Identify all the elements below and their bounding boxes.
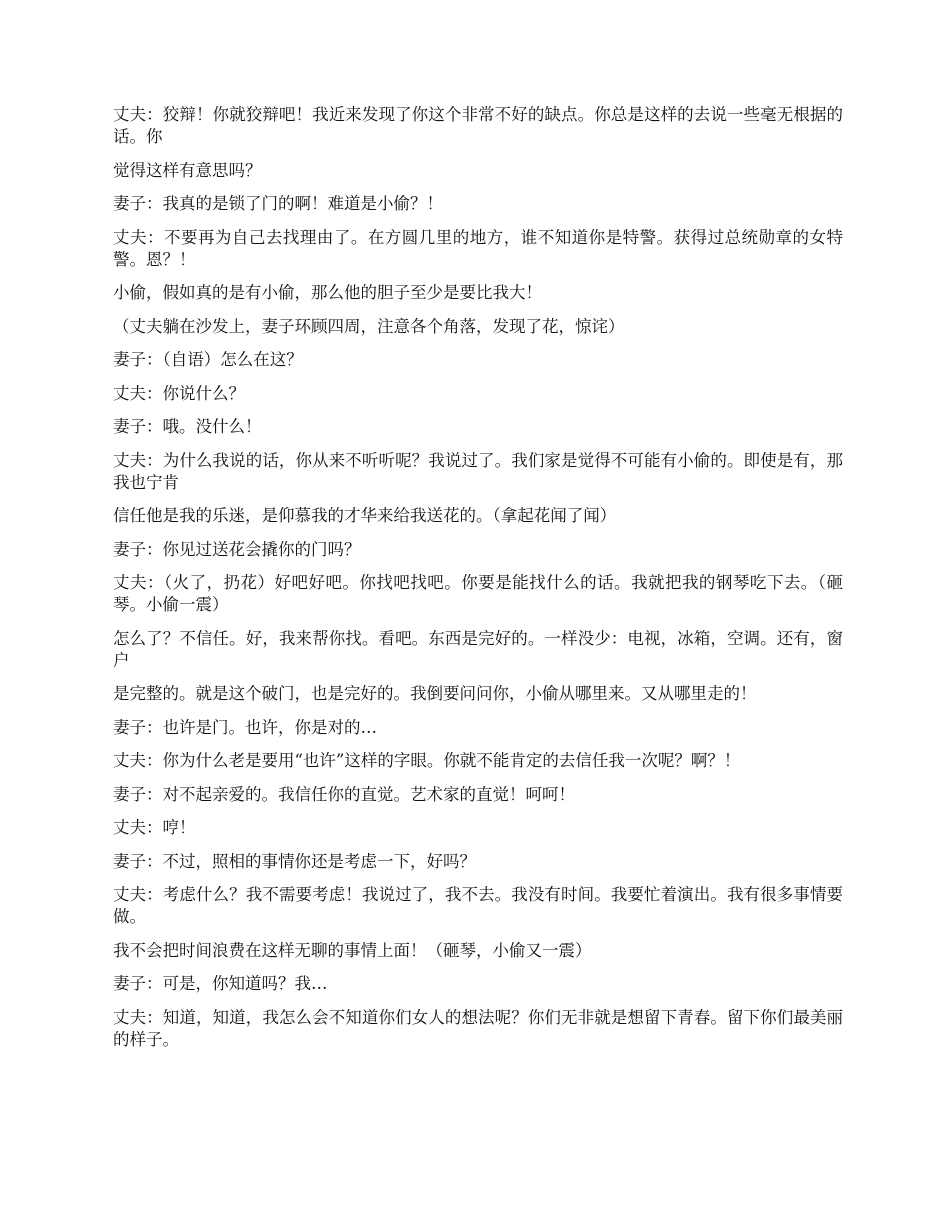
- paragraph: 妻子：哦。没什么！: [113, 417, 262, 436]
- paragraph: 妻子：对不起亲爱的。我信任你的直觉。艺术家的直觉！呵呵！: [113, 784, 575, 804]
- paragraph: 怎么了？不信任。好，我来帮你找。看吧。东西是完好的。一样没少：电视，冰箱，空调。还有，窗户: [113, 628, 843, 670]
- paragraph: 信任他是我的乐迷，是仰慕我的才华来给我送花的。（拿起花闻了闻）: [113, 506, 617, 525]
- paragraph: 妻子：（自语）怎么在这？: [113, 350, 303, 369]
- paragraph: 丈夫：不要再为自己去找理由了。在方圆几里的地方，谁不知道你是特警。获得过总统勋章的女特警。恩？！: [113, 227, 843, 269]
- paragraph: 丈夫：知道，知道，我怎么会不知道你们女人的想法呢？你们无非就是想留下青春。留下你们最美丽的样子。: [113, 1007, 843, 1049]
- paragraph: 丈夫：考虑什么？我不需要考虑！我说过了，我不去。我没有时间。我要忙着演出。我有很多事情要做。: [113, 885, 843, 926]
- paragraph: 丈夫：你为什么老是要用“也许”这样的字眼。你就不能肯定的去信任我一次呢？啊？！: [113, 751, 741, 770]
- paragraph: （丈夫躺在沙发上，妻子环顾四周，注意各个角落，发现了花，惊诧）: [113, 316, 625, 336]
- paragraph: 妻子：不过，照相的事情你还是考虑一下，好吗？: [113, 851, 476, 871]
- paragraph: 觉得这样有意思吗？: [113, 160, 262, 180]
- paragraph: 小偷，假如真的是有小偷，那么他的胆子至少是要比我大！: [113, 283, 542, 302]
- paragraph: 妻子：可是，你知道吗？我…: [113, 974, 328, 993]
- paragraph: 丈夫：狡辩！你就狡辩吧！我近来发现了你这个非常不好的缺点。你总是这样的去说一些毫无根据的话。你: [113, 105, 843, 146]
- paragraph: 是完整的。就是这个破门，也是完好的。我倒要问问你，小偷从哪里来。又从哪里走的！: [113, 684, 757, 703]
- paragraph: 妻子：也许是门。也许，你是对的…: [113, 717, 377, 737]
- paragraph: 妻子：你见过送花会撬你的门吗？: [113, 539, 361, 559]
- paragraph: 妻子：我真的是锁了门的啊！难道是小偷？！: [113, 194, 443, 213]
- paragraph: 我不会把时间浪费在这样无聊的事情上面！（砸琴，小偷又一震）: [113, 940, 592, 960]
- paragraph: 丈夫：为什么我说的话，你从来不听听呢？我说过了。我们家是觉得不可能有小偷的。即使是有，那我也宁肯: [113, 450, 843, 492]
- document-page: [113, 104, 843, 1062]
- paragraph: 丈夫：你说什么？: [113, 383, 245, 403]
- paragraph: 丈夫：哼！: [113, 818, 196, 837]
- paragraph: 丈夫：（火了，扔花）好吧好吧。你找吧找吧。你要是能找什么的话。我就把我的钢琴吃下去。（砸琴。小偷一震）: [113, 573, 843, 614]
